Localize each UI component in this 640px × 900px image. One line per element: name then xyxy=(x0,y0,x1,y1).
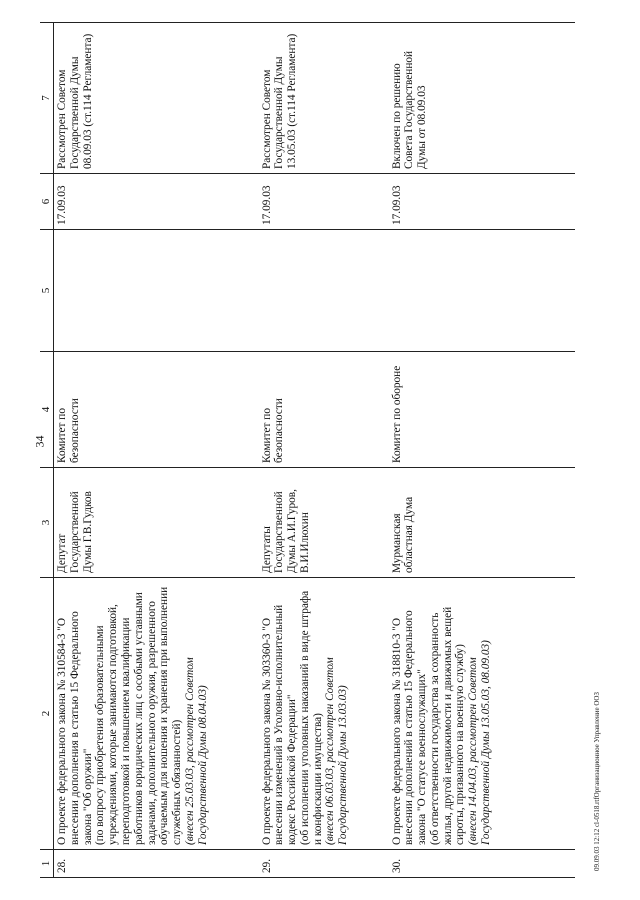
column-header: 4 xyxy=(40,352,54,468)
review-date: 17.09.03 xyxy=(259,174,389,230)
bill-description xyxy=(259,578,389,850)
review-date: 17.09.03 xyxy=(54,174,259,230)
responsible-committee: Комитет по безопасности xyxy=(259,352,389,468)
bill-description xyxy=(389,578,575,850)
table-row xyxy=(259,23,389,878)
review-date: 17.09.03 xyxy=(389,174,575,230)
table-row xyxy=(54,23,259,878)
column-header: 1 xyxy=(40,850,54,878)
page-number: 34 xyxy=(32,435,47,448)
bill-note: (об ответственности государства за сохранность жилья, другой недвижимости и движимых вещей сироты, призванного на военную службу) xyxy=(428,606,467,845)
bill-author: Депутат Государственной Думы Г.В.Гудков xyxy=(54,468,259,578)
bill-note: (по вопросу приобретения образовательными учреждениями, которые занимаются подготовкой, переподготовкой и повышением квалификации работников юридических лиц с особыми уставными задачами, дополнительного оружия, разрешенного обучаемым для ношения и хранения при выполнении служебных обязанностей) xyxy=(94,586,184,845)
column-5-cell xyxy=(389,230,575,352)
bill-meta: (внесен 14.04.03, рассмотрен Советом Государственной Думы 13.05.03, 08.09.03) xyxy=(467,640,493,845)
register-table xyxy=(40,22,575,878)
column-header: 5 xyxy=(40,230,54,352)
council-decision: Рассмотрен Советом Государственной Думы 08.09.03 (ст.114 Регламента) xyxy=(54,23,259,174)
responsible-committee: Комитет по безопасности xyxy=(54,352,259,468)
bill-description xyxy=(54,578,259,850)
bill-meta: (внесен 06.03.03, рассмотрен Советом Государственной Думы 13.03.03) xyxy=(324,657,350,845)
column-header: 2 xyxy=(40,578,54,850)
table-row xyxy=(389,23,575,878)
column-header: 6 xyxy=(40,174,54,230)
column-5-cell xyxy=(54,230,259,352)
column-5-cell xyxy=(259,230,389,352)
council-decision: Включен по решению Совета Государственной Думы от 08.09.03 xyxy=(389,23,575,174)
bill-note: (об исполнении уголовных наказаний в виде штрафа и конфискации имущества) xyxy=(298,590,324,845)
column-header: 3 xyxy=(40,468,54,578)
row-number: 28. xyxy=(54,850,259,878)
table-header-row xyxy=(40,23,54,878)
bill-author: Депутаты Государственной Думы А.И.Гуров, В.И.Илюхин xyxy=(259,468,389,578)
column-header: 7 xyxy=(40,23,54,174)
bill-title: О проекте федерального закона № 310584-3 "О внесении дополнения в статью 15 Федерального закона "Об оружии" xyxy=(56,611,94,845)
bill-author: Мурманская областная Дума xyxy=(389,468,575,578)
bill-title: О проекте федерального закона № 318810-3 "О внесении дополнений в статью 15 Федерального закона "О статусе военнослужащих" xyxy=(390,610,429,845)
council-decision: Рассмотрен Советом Государственной Думы 13.05.03 (ст.114 Регламента) xyxy=(259,23,389,174)
row-number: 29. xyxy=(259,850,389,878)
footer-note: 09.09.03 12:12 cl-0518.rtfОрганизационное Управление ООЗ xyxy=(593,692,601,871)
bill-title: О проекте федерального закона № 303360-3 "О внесении изменений в Уголовно-исполнительный кодекс Российской Федерации" xyxy=(260,604,299,845)
bill-meta: (внесен 25.03.03, рассмотрен Советом Государственной Думы 08.04.03) xyxy=(183,657,209,845)
responsible-committee: Комитет по обороне xyxy=(389,352,575,468)
register-table-container xyxy=(40,23,575,878)
row-number: 30. xyxy=(389,850,575,878)
